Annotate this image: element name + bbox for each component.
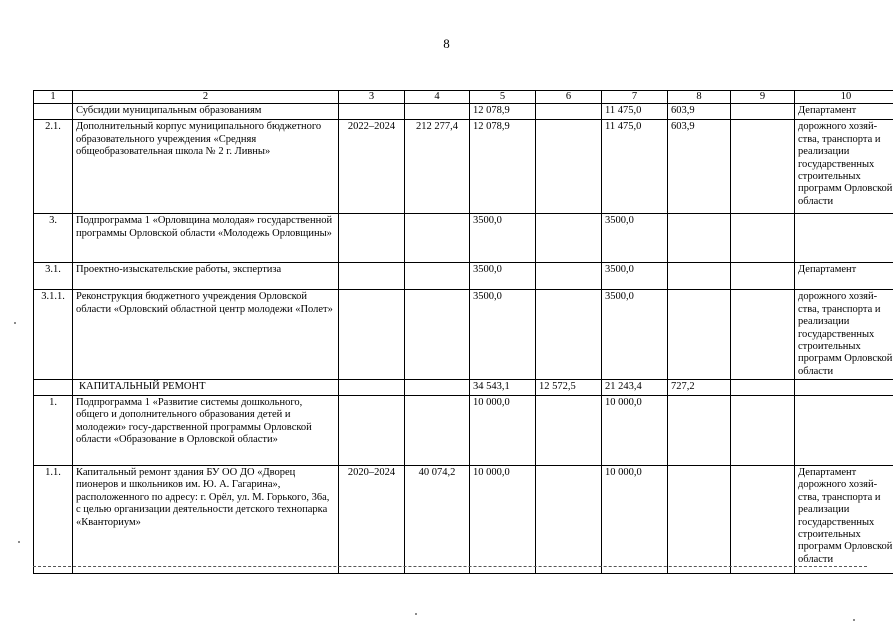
column-header: 7 bbox=[602, 91, 668, 104]
table-row bbox=[34, 380, 893, 396]
item-period bbox=[339, 380, 405, 396]
item-name: Реконструкция бюджетного учреждения Орловской области «Орловский областной центр молодежи «Полет» bbox=[73, 290, 339, 380]
item-regional: 3500,0 bbox=[602, 214, 668, 263]
item-municipal: 603,9 bbox=[668, 104, 731, 120]
item-name: Субсидии муниципальным образованиям bbox=[73, 104, 339, 120]
item-executor: Департамент дорожного хозяй-ства, транспорта и реализации государственных строительных программ Орловской области bbox=[795, 466, 893, 574]
table-row bbox=[34, 396, 893, 466]
item-municipal bbox=[668, 263, 731, 290]
item-executor: дорожного хозяй-ства, транспорта и реализации государственных строительных программ Орловской области bbox=[795, 290, 893, 380]
item-other bbox=[731, 214, 795, 263]
scan-speck bbox=[415, 613, 417, 615]
item-cost bbox=[405, 380, 470, 396]
column-numbers-row bbox=[34, 91, 893, 104]
item-number bbox=[34, 104, 73, 120]
item-regional: 21 243,4 bbox=[602, 380, 668, 396]
page-number: 8 bbox=[443, 36, 450, 51]
item-name: Подпрограмма 1 «Орловщина молодая» государственной программы Орловской области «Молодежь Орловщины» bbox=[73, 214, 339, 263]
item-regional: 11 475,0 bbox=[602, 120, 668, 214]
item-executor bbox=[795, 396, 893, 466]
item-cost: 212 277,4 bbox=[405, 120, 470, 214]
table-row bbox=[34, 104, 893, 120]
column-header: 4 bbox=[405, 91, 470, 104]
item-name: КАПИТАЛЬНЫЙ РЕМОНТ bbox=[73, 380, 339, 396]
item-total: 10 000,0 bbox=[470, 396, 536, 466]
item-other bbox=[731, 104, 795, 120]
item-executor: дорожного хозяй-ства, транспорта и реализации государственных строительных программ Орловской области bbox=[795, 120, 893, 214]
item-number bbox=[34, 380, 73, 396]
item-federal bbox=[536, 290, 602, 380]
column-header: 5 bbox=[470, 91, 536, 104]
table-cut-line bbox=[33, 566, 867, 567]
item-number: 3.1. bbox=[34, 263, 73, 290]
item-executor: Департамент bbox=[795, 104, 893, 120]
item-name: Капитальный ремонт здания БУ ОО ДО «Дворец пионеров и школьников им. Ю. А. Гагарина», расположенного по адресу: г. Орёл, ул. М. Горького, 36а, с целью организации деятельности детского технопарка «Кванториум» bbox=[73, 466, 339, 574]
item-cost bbox=[405, 396, 470, 466]
scan-speck bbox=[853, 619, 855, 621]
item-federal bbox=[536, 120, 602, 214]
item-federal bbox=[536, 396, 602, 466]
column-header: 9 bbox=[731, 91, 795, 104]
item-cost bbox=[405, 214, 470, 263]
item-total: 10 000,0 bbox=[470, 466, 536, 574]
item-total: 34 543,1 bbox=[470, 380, 536, 396]
item-number: 1.1. bbox=[34, 466, 73, 574]
item-total: 12 078,9 bbox=[470, 120, 536, 214]
item-federal bbox=[536, 104, 602, 120]
item-period: 2020–2024 bbox=[339, 466, 405, 574]
item-other bbox=[731, 466, 795, 574]
item-number: 2.1. bbox=[34, 120, 73, 214]
item-regional: 10 000,0 bbox=[602, 466, 668, 574]
item-federal bbox=[536, 466, 602, 574]
item-name: Дополнительный корпус муниципального бюджетного образовательного учреждения «Средняя общеобразовательная школа № 2 г. Ливны» bbox=[73, 120, 339, 214]
table-row bbox=[34, 290, 893, 380]
item-federal: 12 572,5 bbox=[536, 380, 602, 396]
item-period bbox=[339, 396, 405, 466]
item-period: 2022–2024 bbox=[339, 120, 405, 214]
scan-speck bbox=[18, 541, 20, 543]
item-municipal bbox=[668, 396, 731, 466]
item-cost bbox=[405, 290, 470, 380]
item-regional: 10 000,0 bbox=[602, 396, 668, 466]
column-header: 2 bbox=[73, 91, 339, 104]
item-total: 3500,0 bbox=[470, 263, 536, 290]
item-municipal: 727,2 bbox=[668, 380, 731, 396]
item-municipal bbox=[668, 290, 731, 380]
item-regional: 3500,0 bbox=[602, 290, 668, 380]
item-number: 1. bbox=[34, 396, 73, 466]
budget-table bbox=[33, 90, 893, 574]
item-other bbox=[731, 290, 795, 380]
item-municipal bbox=[668, 466, 731, 574]
item-other bbox=[731, 396, 795, 466]
item-number: 3. bbox=[34, 214, 73, 263]
item-other bbox=[731, 263, 795, 290]
table-row bbox=[34, 466, 893, 574]
item-municipal: 603,9 bbox=[668, 120, 731, 214]
item-name: Подпрограмма 1 «Развитие системы дошкольного, общего и дополнительного образования детей и молодежи» госу-дарственной программы Орловской области «Образование в Орловской области» bbox=[73, 396, 339, 466]
item-total: 3500,0 bbox=[470, 290, 536, 380]
item-regional: 11 475,0 bbox=[602, 104, 668, 120]
item-municipal bbox=[668, 214, 731, 263]
table-row bbox=[34, 263, 893, 290]
item-executor: Департамент bbox=[795, 263, 893, 290]
column-header: 6 bbox=[536, 91, 602, 104]
item-federal bbox=[536, 263, 602, 290]
item-cost bbox=[405, 104, 470, 120]
item-executor bbox=[795, 380, 893, 396]
item-cost bbox=[405, 263, 470, 290]
scan-speck bbox=[14, 322, 16, 324]
item-regional: 3500,0 bbox=[602, 263, 668, 290]
column-header: 1 bbox=[34, 91, 73, 104]
item-period bbox=[339, 290, 405, 380]
item-total: 3500,0 bbox=[470, 214, 536, 263]
item-cost: 40 074,2 bbox=[405, 466, 470, 574]
table-row bbox=[34, 120, 893, 214]
item-period bbox=[339, 104, 405, 120]
item-period bbox=[339, 214, 405, 263]
table-row bbox=[34, 214, 893, 263]
item-federal bbox=[536, 214, 602, 263]
item-period bbox=[339, 263, 405, 290]
column-header: 3 bbox=[339, 91, 405, 104]
column-header: 8 bbox=[668, 91, 731, 104]
item-name: Проектно-изыскательские работы, экспертиза bbox=[73, 263, 339, 290]
column-header: 10 bbox=[795, 91, 893, 104]
item-number: 3.1.1. bbox=[34, 290, 73, 380]
item-other bbox=[731, 380, 795, 396]
item-executor bbox=[795, 214, 893, 263]
item-total: 12 078,9 bbox=[470, 104, 536, 120]
item-other bbox=[731, 120, 795, 214]
